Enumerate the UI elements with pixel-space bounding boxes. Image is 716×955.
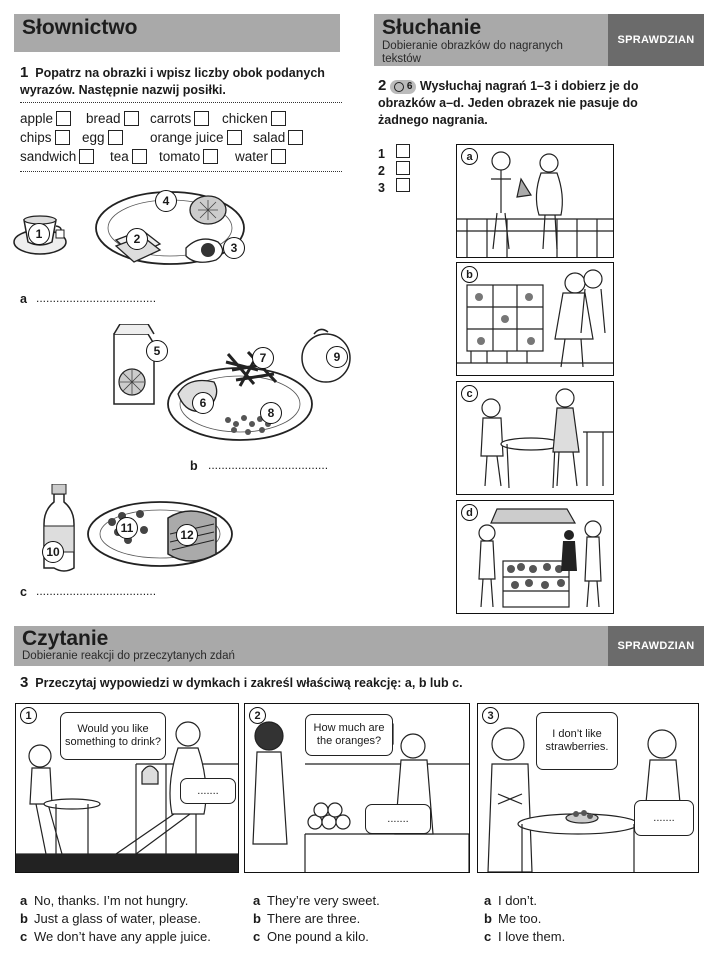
vocab-instruction <box>20 64 340 99</box>
meal-b-letter: b <box>190 459 198 473</box>
item-number-7: 7 <box>252 347 274 369</box>
audio-track-icon[interactable]: 6 <box>390 80 417 94</box>
reply-bubble-2: ....... <box>365 804 431 834</box>
panel-2-option-b[interactable]: b There are three. <box>253 911 361 926</box>
recording-answer-box-3[interactable] <box>396 178 410 192</box>
market-stall-illustration <box>457 501 613 613</box>
instruction-text: Wysłuchaj nagrań 1–3 i dobierz je do obrazków a–d. Jeden obrazek nie pasuje do żadnego nagrania. <box>378 79 639 127</box>
item-number-4: 4 <box>155 190 177 212</box>
word-orange-juice: orange juice <box>150 130 242 145</box>
restaurant-scene-illustration <box>457 382 613 494</box>
meal-a-answer[interactable]: .................................... <box>36 291 157 305</box>
reading-badge: SPRAWDZIAN <box>608 626 704 666</box>
instruction-text: Popatrz na obrazki i wpisz liczby obok podanych wyrazów. Następnie nazwij posiłki. <box>20 66 325 97</box>
panel-3-option-a[interactable]: a I don’t. <box>484 893 538 908</box>
word-salad: salad <box>253 130 303 145</box>
item-number-5: 5 <box>146 340 168 362</box>
word-carrots: carrots <box>150 111 209 126</box>
instruction-text: Przeczytaj wypowiedzi w dymkach i zakreśl właściwą reakcję: a, b lub c. <box>35 676 463 690</box>
item-number-2: 2 <box>126 228 148 250</box>
listening-picture-b <box>456 262 614 376</box>
item-number-1: 1 <box>28 223 50 245</box>
exercise-number: 1 <box>20 64 29 81</box>
exercise-number: 3 <box>20 674 29 691</box>
word-chicken: chicken <box>222 111 286 126</box>
meal-c-illustration <box>40 484 260 576</box>
word-water: water <box>235 149 286 164</box>
panel-2-option-a[interactable]: a They’re very sweet. <box>253 893 380 908</box>
reading-panel-1 <box>15 703 239 873</box>
recording-answer-box-1[interactable] <box>396 144 410 158</box>
word-tomato: tomato <box>159 149 218 164</box>
meal-c-answer[interactable]: .................................... <box>36 584 157 598</box>
number-box[interactable] <box>288 130 303 145</box>
garden-scene-illustration <box>457 145 613 257</box>
listening-picture-a <box>456 144 614 258</box>
listening-picture-d <box>456 500 614 614</box>
picture-letter-a: a <box>461 148 478 165</box>
listening-picture-c <box>456 381 614 495</box>
number-box[interactable] <box>55 130 70 145</box>
reading-panel-3 <box>477 703 699 873</box>
panel-1-option-c[interactable]: c We don’t have any apple juice. <box>20 929 211 944</box>
pet-shop-illustration <box>457 263 613 375</box>
panel-number-1: 1 <box>20 707 37 724</box>
number-box[interactable] <box>124 111 139 126</box>
picture-letter-d: d <box>461 504 478 521</box>
item-number-10: 10 <box>42 541 64 563</box>
divider <box>20 171 342 172</box>
item-number-3: 3 <box>223 237 245 259</box>
speech-bubble-1: Would you like something to drink? <box>60 712 166 760</box>
meal-b-illustration <box>108 324 363 449</box>
meal-c-letter: c <box>20 585 27 599</box>
picture-letter-b: b <box>461 266 478 283</box>
panel-1-option-b[interactable]: b Just a glass of water, please. <box>20 911 201 926</box>
number-box[interactable] <box>56 111 71 126</box>
listening-instruction <box>378 77 648 129</box>
recording-label-3: 3 <box>378 181 385 195</box>
meal-b-answer[interactable]: .................................... <box>208 458 329 472</box>
recording-label-2: 2 <box>378 164 385 178</box>
word-apple: apple <box>20 111 71 126</box>
panel-2-option-c[interactable]: c One pound a kilo. <box>253 929 369 944</box>
number-box[interactable] <box>108 130 123 145</box>
listening-badge: SPRAWDZIAN <box>608 14 704 66</box>
meal-a-letter: a <box>20 292 27 306</box>
panel-3-option-b[interactable]: b Me too. <box>484 911 542 926</box>
word-bread: bread <box>86 111 139 126</box>
number-box[interactable] <box>194 111 209 126</box>
recording-label-1: 1 <box>378 147 385 161</box>
number-box[interactable] <box>271 111 286 126</box>
speech-bubble-3: I don’t like strawberries. <box>536 712 618 770</box>
item-number-12: 12 <box>176 524 198 546</box>
vocab-title: Słownictwo <box>22 16 138 39</box>
speech-bubble-2: How much are the oranges? <box>305 714 393 756</box>
reading-instruction <box>20 674 700 692</box>
item-number-6: 6 <box>192 392 214 414</box>
panel-1-option-a[interactable]: a No, thanks. I’m not hungry. <box>20 893 189 908</box>
number-box[interactable] <box>271 149 286 164</box>
panel-3-option-c[interactable]: c I love them. <box>484 929 566 944</box>
word-tea: tea <box>110 149 147 164</box>
panel-number-3: 3 <box>482 707 499 724</box>
reading-title: Czytanie <box>22 627 109 650</box>
item-number-9: 9 <box>326 346 348 368</box>
number-box[interactable] <box>79 149 94 164</box>
recording-answer-box-2[interactable] <box>396 161 410 175</box>
listening-subtitle: Dobieranie obrazków do nagranych tekstów <box>382 40 563 65</box>
panel-number-2: 2 <box>249 707 266 724</box>
reply-bubble-3: ....... <box>634 800 694 836</box>
exercise-number: 2 <box>378 77 387 94</box>
number-box[interactable] <box>203 149 218 164</box>
word-egg: egg <box>82 130 123 145</box>
item-number-8: 8 <box>260 402 282 424</box>
word-chips: chips <box>20 130 70 145</box>
item-number-11: 11 <box>116 517 138 539</box>
reply-bubble-1: ....... <box>180 778 236 804</box>
divider <box>20 102 342 103</box>
picture-letter-c: c <box>461 385 478 402</box>
reading-subtitle: Dobieranie reakcji do przeczytanych zdań <box>22 650 235 662</box>
number-box[interactable] <box>132 149 147 164</box>
word-sandwich: sandwich <box>20 149 94 164</box>
reading-panel-2 <box>244 703 470 873</box>
number-box[interactable] <box>227 130 242 145</box>
listening-title: Słuchanie <box>382 16 482 39</box>
